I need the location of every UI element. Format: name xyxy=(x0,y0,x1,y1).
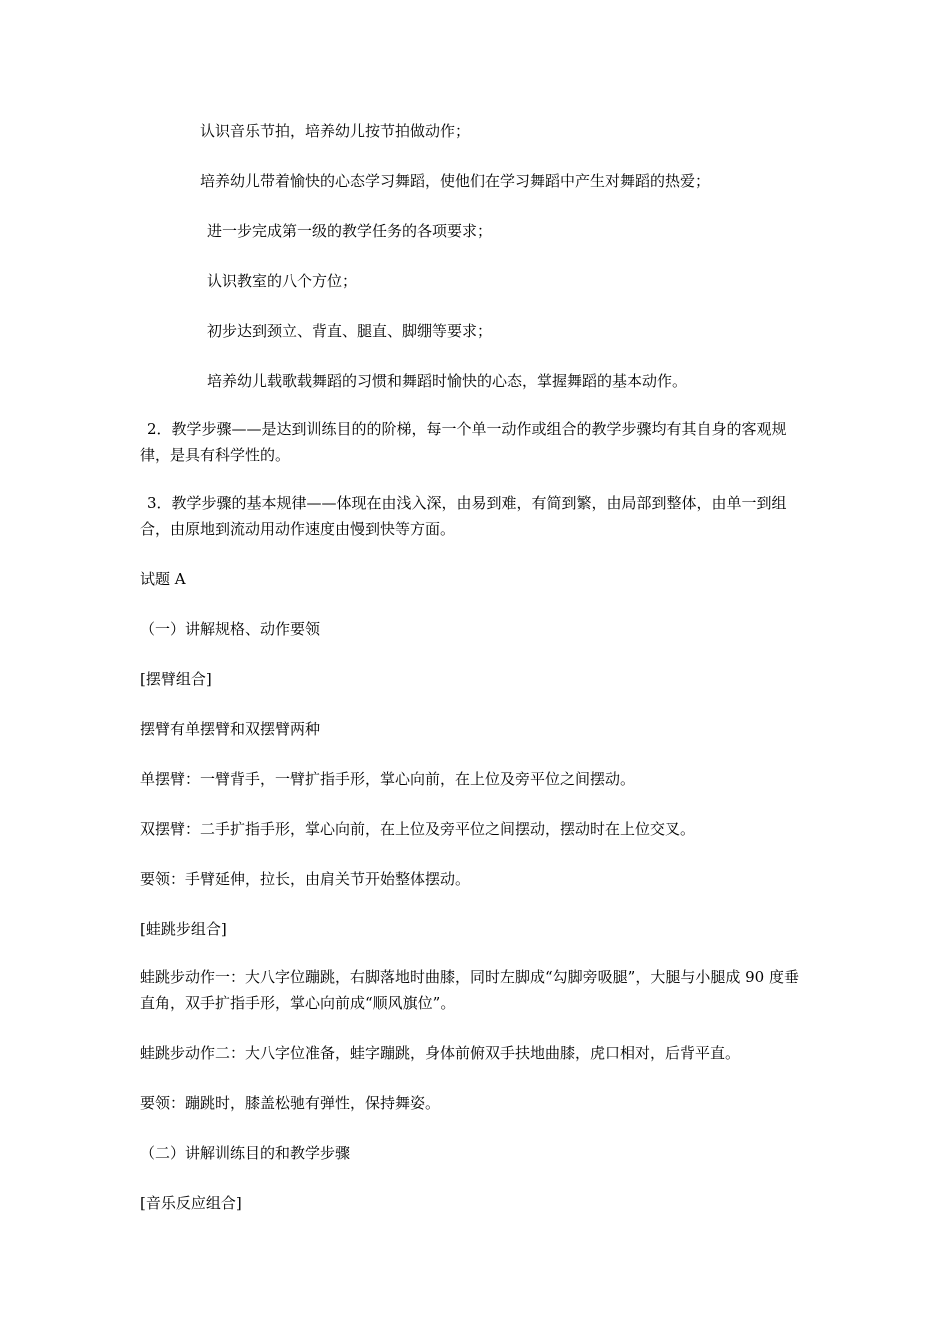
section-heading-exam-a: 试题 A xyxy=(140,570,186,588)
paragraph-goal-directions: 认识教室的八个方位； xyxy=(207,272,358,290)
paragraph-teaching-rules: 3．教学步骤的基本规律——体现在由浅入深，由易到难，有简到繁，由局部到整体，由单一到组合，由原地到流动用动作速度由慢到快等方面。 xyxy=(140,494,787,538)
subheading-arm-swing: [摆臂组合] xyxy=(140,670,212,688)
subheading-frog-jump: [蛙跳步组合] xyxy=(140,920,227,938)
paragraph-single-arm-swing: 单摆臂：一臂背手，一臂扩指手形，掌心向前，在上位及旁平位之间摆动。 xyxy=(140,770,636,788)
paragraph-arm-swing-essentials: 要领：手臂延伸，拉长，由肩关节开始整体摆动。 xyxy=(140,870,471,888)
paragraph-frog-jump-two: 蛙跳步动作二：大八字位准备，蛙字蹦跳，身体前俯双手扶地曲膝，虎口相对，后背平直。 xyxy=(140,1044,741,1062)
section-heading-part-one: （一）讲解规格、动作要领 xyxy=(140,620,321,638)
paragraph-arm-swing-types: 摆臂有单摆臂和双摆臂两种 xyxy=(140,720,321,738)
subheading-music-reaction: [音乐反应组合] xyxy=(140,1194,242,1212)
paragraph-goal-rhythm: 认识音乐节拍，培养幼儿按节拍做动作； xyxy=(200,122,471,140)
paragraph-double-arm-swing: 双摆臂：二手扩指手形，掌心向前，在上位及旁平位之间摆动，摆动时在上位交叉。 xyxy=(140,820,696,838)
paragraph-goal-level-one: 进一步完成第一级的教学任务的各项要求； xyxy=(207,222,493,240)
section-heading-part-two: （二）讲解训练目的和教学步骤 xyxy=(140,1144,351,1162)
paragraph-goal-joy: 培养幼儿带着愉快的心态学习舞蹈，使他们在学习舞蹈中产生对舞蹈的热爱； xyxy=(200,172,711,190)
paragraph-goal-singing-dancing: 培养幼儿载歌载舞蹈的习惯和舞蹈时愉快的心态，掌握舞蹈的基本动作。 xyxy=(207,372,688,390)
paragraph-goal-posture: 初步达到颈立、背直、腿直、脚绷等要求； xyxy=(207,322,493,340)
paragraph-teaching-steps: 2．教学步骤——是达到训练目的的阶梯，每一个单一动作或组合的教学步骤均有其自身的客观规律，是具有科学性的。 xyxy=(140,420,787,464)
paragraph-frog-jump-one: 蛙跳步动作一：大八字位蹦跳，右脚落地时曲膝，同时左脚成“勾脚旁吸腿”，大腿与小腿成 90 度垂直角，双手扩指手形，掌心向前成“顺风旗位”。 xyxy=(140,968,799,1012)
paragraph-frog-jump-essentials: 要领：蹦跳时，膝盖松驰有弹性，保持舞姿。 xyxy=(140,1094,441,1112)
